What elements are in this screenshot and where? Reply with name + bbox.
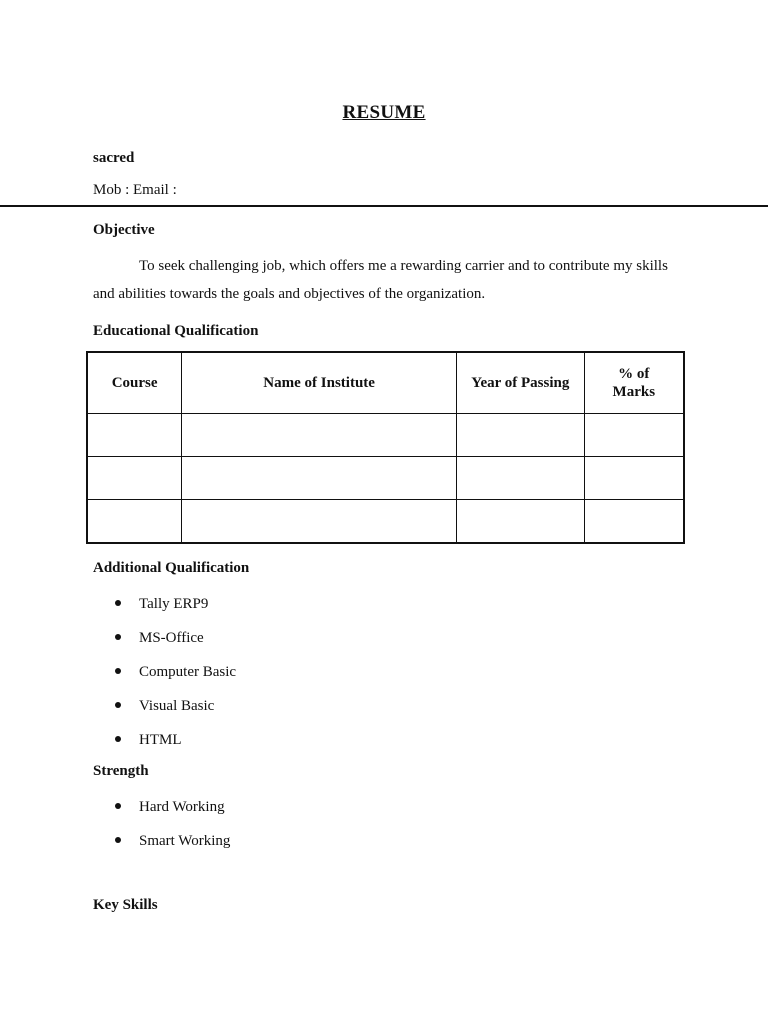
table-cell xyxy=(457,414,585,457)
table-cell xyxy=(584,414,684,457)
list-item-label: MS-Office xyxy=(139,630,204,646)
table-row xyxy=(87,457,684,500)
additional-heading: Additional Qualification xyxy=(93,560,250,576)
column-header-institute: Name of Institute xyxy=(182,352,457,414)
key-skills-heading: Key Skills xyxy=(93,897,158,913)
bullet-icon xyxy=(115,668,121,674)
bullet-icon xyxy=(115,634,121,640)
table-cell xyxy=(182,457,457,500)
list-item-label: Smart Working xyxy=(139,833,231,849)
bullet-icon xyxy=(115,837,121,843)
list-item-label: Computer Basic xyxy=(139,664,237,680)
contact-line: Mob : Email : xyxy=(93,182,177,198)
strength-heading: Strength xyxy=(93,763,149,779)
bullet-icon xyxy=(115,803,121,809)
table-cell xyxy=(584,500,684,544)
list-item-label: Hard Working xyxy=(139,799,225,815)
objective-text: To seek challenging job, which offers me a rewarding carrier and to contribute my skills and abilities towards the goals and objectives of the organization. xyxy=(93,258,668,302)
bullet-icon xyxy=(115,736,121,742)
list-item xyxy=(93,696,236,730)
bullet-icon xyxy=(115,702,121,708)
table-cell xyxy=(87,500,182,544)
table-cell xyxy=(182,414,457,457)
candidate-name: sacred xyxy=(93,150,135,166)
table-cell xyxy=(87,414,182,457)
list-item xyxy=(93,662,236,696)
table-header-row xyxy=(87,352,684,414)
column-header-course: Course xyxy=(87,352,182,414)
list-item-label: Tally ERP9 xyxy=(139,596,209,612)
table-row xyxy=(87,414,684,457)
bullet-icon xyxy=(115,600,121,606)
list-item xyxy=(93,628,236,662)
table-cell xyxy=(457,457,585,500)
header-divider xyxy=(0,205,768,207)
table-cell xyxy=(87,457,182,500)
education-table xyxy=(86,351,685,544)
table-cell xyxy=(584,457,684,500)
objective-heading: Objective xyxy=(93,222,155,238)
list-item xyxy=(93,831,230,865)
education-heading: Educational Qualification xyxy=(93,323,259,339)
column-header-year: Year of Passing xyxy=(457,352,585,414)
resume-title: RESUME xyxy=(342,102,426,123)
strength-list xyxy=(93,797,230,865)
table-cell xyxy=(457,500,585,544)
additional-list xyxy=(93,594,236,764)
table-cell xyxy=(182,500,457,544)
list-item-label: HTML xyxy=(139,732,182,748)
list-item xyxy=(93,797,230,831)
table-row xyxy=(87,500,684,544)
list-item-label: Visual Basic xyxy=(139,698,215,714)
list-item xyxy=(93,594,236,628)
column-header-marks: % of Marks xyxy=(584,352,684,414)
list-item xyxy=(93,730,236,764)
